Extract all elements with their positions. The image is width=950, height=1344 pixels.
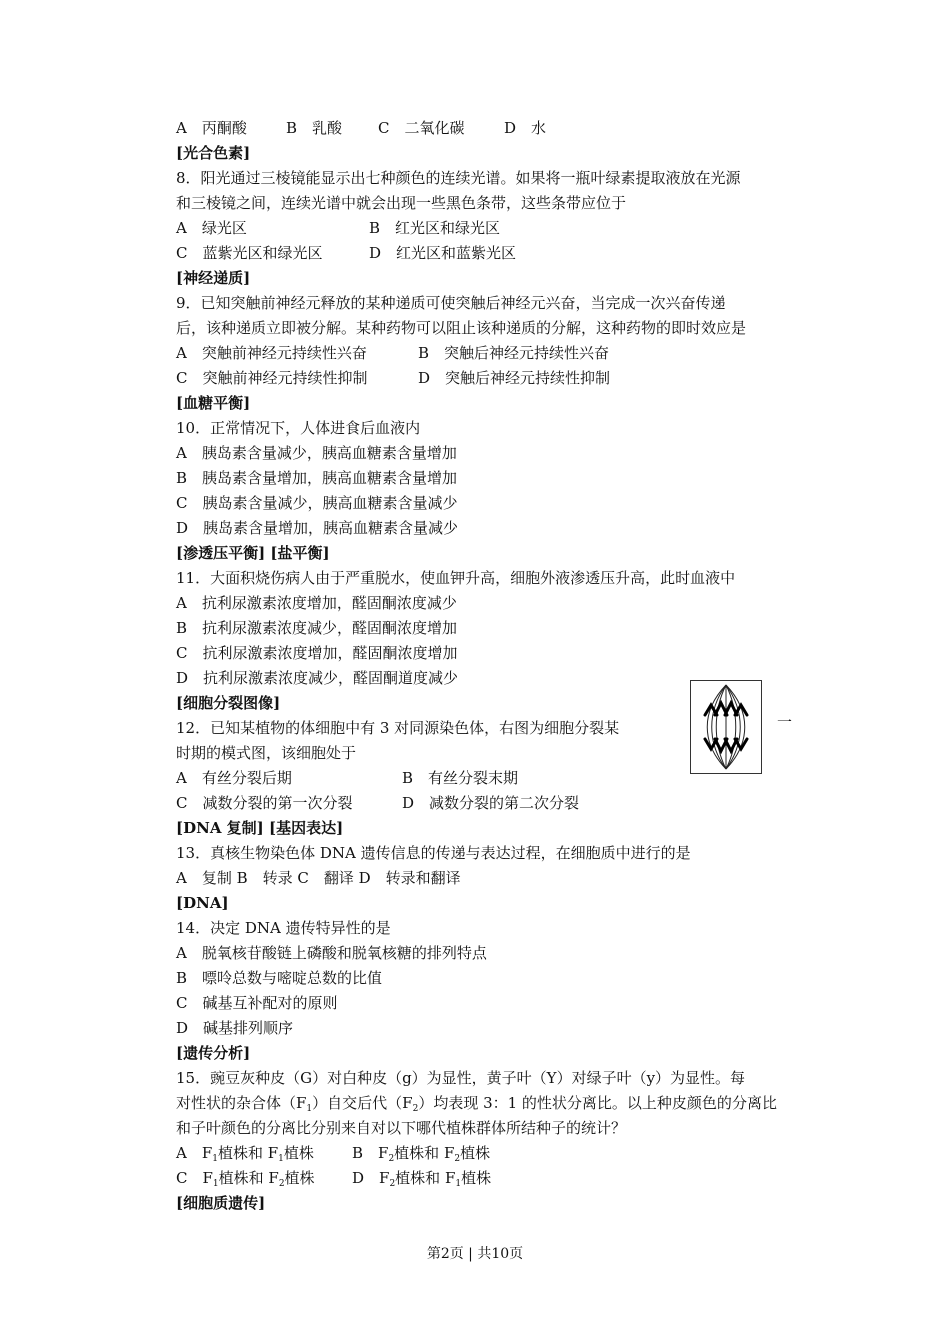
q8-options-row2 <box>176 243 516 263</box>
q8-stem-line1: 8．阳光通过三棱镜能显示出七种颜色的连续光谱。如果将一瓶叶绿素提取液放在光源 <box>176 169 741 187</box>
q15-stem-line1: 15．豌豆灰种皮（G）对白种皮（g）为显性，黄子叶（Y）对绿子叶（y）为显性。每 <box>176 1069 746 1087</box>
q12-option-d: D 减数分裂的第二次分裂 <box>402 794 580 812</box>
spindle-diagram <box>691 681 761 773</box>
section-heading-dna: [DNA] <box>176 894 229 912</box>
section-heading-cytoplasmic: [细胞质遗传] <box>176 1194 266 1212</box>
q14-option-a: A 脱氧核苷酸链上磷酸和脱氧核糖的排列特点 <box>176 944 487 962</box>
section-heading-blood-sugar: [血糖平衡] <box>176 394 251 412</box>
q9-option-d: D 突触后神经元持续性抑制 <box>418 369 611 387</box>
q9-options-row1 <box>176 343 609 363</box>
q10-stem: 10．正常情况下，人体进食后血液内 <box>176 419 421 437</box>
q12-option-a: A 有丝分裂后期 <box>176 769 292 787</box>
q9-option-b: B 突触后神经元持续性兴奋 <box>418 344 610 362</box>
q14-option-b: B 嘌呤总数与嘧啶总数的比值 <box>176 969 383 987</box>
q8-stem-line2: 和三棱镜之间，连续光谱中就会出现一些黑色条带，这些条带应位于 <box>176 194 627 212</box>
q12-option-c: C 减数分裂的第一次分裂 <box>176 794 353 812</box>
q8-option-c: C 蓝紫光区和绿光区 <box>176 244 323 262</box>
section-heading-osmotic: [渗透压平衡] [盐平衡] <box>176 544 330 562</box>
q7-option-d: D 水 <box>504 119 547 137</box>
q9-option-a: A 突触前神经元持续性兴奋 <box>176 344 367 362</box>
q15-sub-f1: 1 <box>306 1104 313 1114</box>
q15-option-b: B $F_2$植株和 $F_2$植株 <box>352 1144 491 1164</box>
q12-stem-line2: 时期的模式图，该细胞处于 <box>176 744 357 762</box>
q11-option-c: C 抗利尿激素浓度增加，醛固酮浓度增加 <box>176 644 458 662</box>
q9-option-c: C 突触前神经元持续性抑制 <box>176 369 368 387</box>
q12-stem-dash: 一 <box>777 713 793 731</box>
section-heading-neuro: [神经递质] <box>176 269 251 287</box>
q15-options-row2 <box>176 1168 491 1194</box>
q7-option-c: C 二氧化碳 <box>378 119 465 137</box>
q11-option-a: A 抗利尿激素浓度增加，醛固酮浓度减少 <box>176 594 457 612</box>
q14-stem: 14．决定 DNA 遗传特异性的是 <box>176 919 391 937</box>
q8-option-a: A 绿光区 <box>176 219 247 237</box>
q10-option-d: D 胰岛素含量增加，胰高血糖素含量减少 <box>176 519 459 537</box>
q9-options-row2 <box>176 368 610 388</box>
section-heading-dna-replication: [DNA 复制] [基因表达] <box>176 819 344 837</box>
section-heading-pigment: [光合色素] <box>176 144 251 162</box>
q15-options-row1 <box>176 1143 490 1169</box>
q15-stem-line3: 和子叶颜色的分离比分别来自对以下哪代植株群体所结种子的统计？ <box>176 1119 627 1137</box>
q15-option-d: D $F_2$植株和 $F_1$植株 <box>352 1169 492 1189</box>
q7-option-b: B 乳酸 <box>286 119 343 137</box>
q9-stem-line1: 9．已知突触前神经元释放的某种递质可使突触后神经元兴奋，当完成一次兴奋传递 <box>176 294 726 312</box>
q10-option-b: B 胰岛素含量增加，胰高血糖素含量增加 <box>176 469 458 487</box>
q15-stem-line2-part3: ）均表现 3：1 的性状分离比。以上种皮颜色的分离比 <box>418 1094 777 1112</box>
q12-stem-line1: 12．已知某植物的体细胞中有 3 对同源染色体，右图为细胞分裂某 <box>176 719 620 737</box>
q15-stem-line2-part2: ）自交后代（F <box>312 1094 413 1112</box>
q8-option-b: B 红光区和绿光区 <box>369 219 501 237</box>
q8-option-d: D 红光区和蓝紫光区 <box>369 244 517 262</box>
q15-sub-f2: 2 <box>412 1104 419 1114</box>
cell-division-figure <box>690 680 762 774</box>
q8-options-row1 <box>176 218 500 238</box>
q12-option-b: B 有丝分裂末期 <box>402 769 519 787</box>
q15-option-a: A $F_1$植株和 $F_1$植株 <box>176 1144 314 1164</box>
q10-option-c: C 胰岛素含量减少，胰高血糖素含量减少 <box>176 494 458 512</box>
q11-stem: 11．大面积烧伤病人由于严重脱水，使血钾升高，细胞外液渗透压升高，此时血液中 <box>176 569 736 587</box>
q10-option-a: A 胰岛素含量减少，胰高血糖素含量增加 <box>176 444 457 462</box>
q12-options-row1 <box>176 768 518 788</box>
page-footer: 第2页 | 共10页 <box>426 1246 524 1262</box>
q13-stem: 13．真核生物染色体 DNA 遗传信息的传递与表达过程，在细胞质中进行的是 <box>176 844 691 862</box>
q7-option-a: A 丙酮酸 <box>176 119 247 137</box>
q11-option-d: D 抗利尿激素浓度减少，醛固酮道度减少 <box>176 669 459 687</box>
q15-stem-line2-part1: 对性状的杂合体（F <box>176 1094 307 1112</box>
q12-options-row2 <box>176 793 579 813</box>
q7-options <box>176 118 546 138</box>
q14-option-d: D 碱基排列顺序 <box>176 1019 294 1037</box>
section-heading-genetics: [遗传分析] <box>176 1044 251 1062</box>
q15-stem-line2 <box>176 1093 777 1119</box>
q15-option-c: C $F_1$植株和 $F_2$植株 <box>176 1169 315 1189</box>
q14-option-c: C 碱基互补配对的原则 <box>176 994 338 1012</box>
section-heading-cell-division: [细胞分裂图像] <box>176 694 281 712</box>
q9-stem-line2: 后，该种递质立即被分解。某种药物可以阻止该种递质的分解，这种药物的即时效应是 <box>176 319 747 337</box>
q11-option-b: B 抗利尿激素浓度减少，醛固酮浓度增加 <box>176 619 458 637</box>
q13-options: A 复制 B 转录 C 翻译 D 转录和翻译 <box>176 869 461 887</box>
